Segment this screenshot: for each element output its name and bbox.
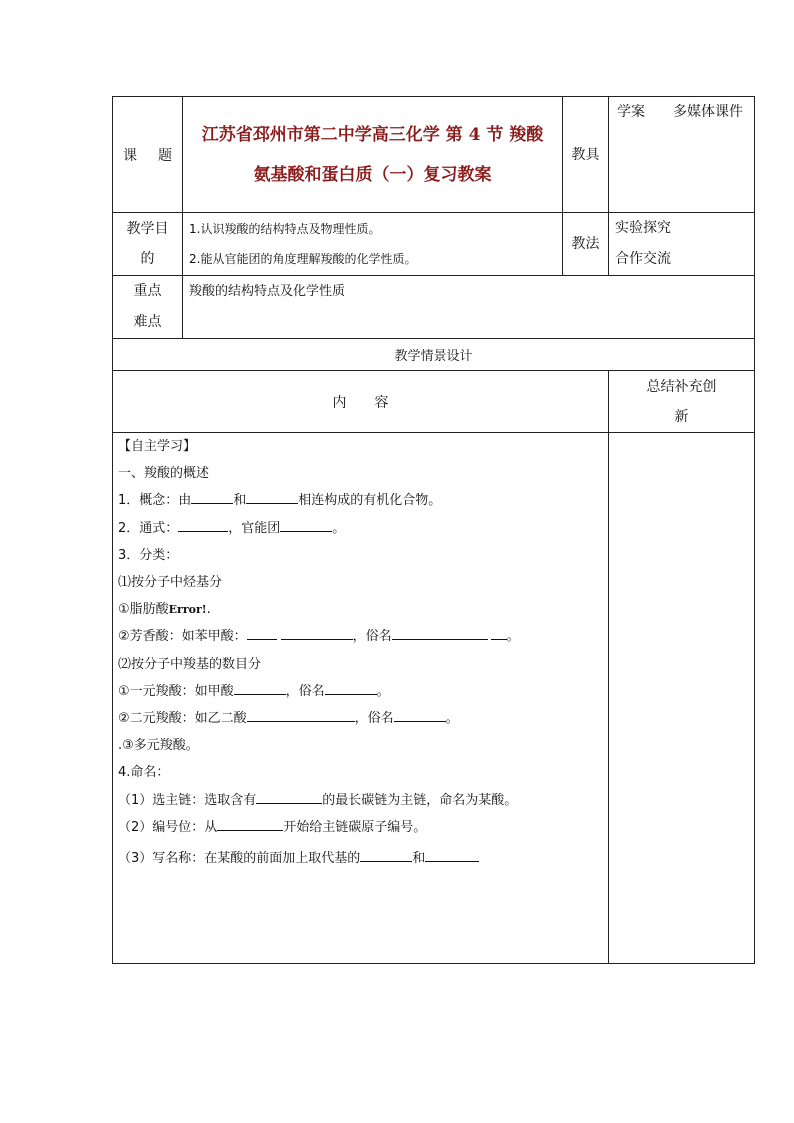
method-label-cell: [563, 213, 609, 276]
heading-overview: 一、羧酸的概述: [118, 466, 210, 482]
goals-label-cell: [113, 213, 183, 276]
goals-label-line-1: 教学目: [126, 221, 169, 237]
section-heading: 【自主学习】: [118, 439, 197, 454]
content-header-cell: [113, 371, 609, 433]
goal-item-2: 2.能从官能团的角度理解羧酸的化学性质。: [189, 252, 417, 266]
title-cell: [183, 97, 563, 213]
subject-label-2: 题: [158, 147, 172, 164]
method-value-cell: [609, 213, 755, 276]
line-monocarboxylic: ①一元羧酸：如甲酸 ，俗名 。: [118, 678, 608, 705]
subject-label-cell: [113, 97, 183, 213]
blank-line[interactable]: [491, 626, 507, 640]
content-header: 内 容: [332, 394, 389, 411]
line-polycarboxylic: .③多元羧酸。: [118, 738, 199, 754]
blank-line[interactable]: [256, 790, 322, 804]
blank-line[interactable]: [360, 848, 412, 862]
line-dicarboxylic: ②二元羧酸：如乙二酸 ，俗名 。: [118, 705, 608, 732]
content-body-cell: [113, 433, 609, 964]
blank-line[interactable]: [392, 626, 488, 640]
line-main-chain: （1）选主链：选取含有 的最长碳链为主链，命名为某酸。: [118, 787, 608, 814]
summary-header-line-1: 总结补充创: [646, 378, 717, 395]
line-formula: 2．通式： ，官能团 。: [118, 515, 608, 542]
line-aromatic: ②芳香酸：如苯甲酸： ，俗名 。: [118, 623, 608, 650]
summary-header-line-2: 新: [674, 408, 689, 425]
title-line-1: 江苏省邳州市第二中学高三化学 第 4 节 羧酸: [201, 124, 544, 145]
focus-label-line-2: 难点: [133, 314, 162, 330]
method-item-2: 合作交流: [615, 251, 671, 267]
blank-line[interactable]: [425, 848, 479, 862]
method-item-1: 实验探究: [615, 220, 671, 236]
blank-line[interactable]: [246, 490, 298, 504]
focus-value: 羧酸的结构特点及化学性质: [189, 284, 346, 299]
goals-content-cell: [183, 213, 563, 276]
blank-line[interactable]: [394, 708, 446, 722]
focus-label-cell: [113, 276, 183, 339]
blank-line[interactable]: [281, 626, 353, 640]
summary-header-cell: [609, 371, 755, 433]
blank-line[interactable]: [191, 490, 233, 504]
goal-item-1: 1.认识羧酸的结构特点及物理性质。: [189, 222, 381, 236]
blank-line[interactable]: [234, 681, 286, 695]
method-label: 教法: [571, 236, 600, 252]
tools-value: 学案 多媒体课件: [617, 104, 743, 120]
blank-line[interactable]: [325, 681, 377, 695]
focus-value-cell: [183, 276, 755, 339]
design-header: 教学情景设计: [394, 349, 473, 364]
blank-line[interactable]: [247, 626, 277, 640]
line-numbering: （2）编号位：从 开始给主链碳原子编号。: [118, 814, 608, 841]
goals-label-line-2: 的: [140, 251, 155, 267]
line-naming: 4.命名：: [118, 765, 170, 781]
design-header-cell: [113, 339, 755, 371]
blank-line[interactable]: [217, 817, 283, 831]
error-field: Error!: [168, 603, 207, 617]
blank-line[interactable]: [280, 518, 332, 532]
line-concept: 1．概念：由 和 相连构成的有机化合物。: [118, 487, 608, 514]
line-classification: 3．分类：: [118, 547, 179, 563]
summary-body-cell[interactable]: [609, 433, 755, 964]
blank-line[interactable]: [247, 708, 355, 722]
line-by-carboxyl: ⑵按分子中羧基的数目分: [118, 656, 262, 672]
line-write-name: （3）写名称：在某酸的前面加上取代基的 和: [118, 845, 608, 872]
subject-label-1: 课: [123, 147, 137, 164]
line-by-hydrocarbyl: ⑴按分子中烃基分: [118, 575, 223, 591]
tools-label: 教具: [571, 146, 600, 163]
line-aliphatic: ①脂肪酸Error!.: [118, 602, 211, 618]
title-line-2: 氨基酸和蛋白质（一）复习教案: [253, 164, 492, 185]
lesson-plan-table: [112, 96, 755, 964]
tools-value-cell: [609, 97, 755, 213]
focus-label-line-1: 重点: [133, 283, 162, 299]
blank-line[interactable]: [178, 518, 228, 532]
tools-label-cell: [563, 97, 609, 213]
content-body: [113, 433, 608, 872]
